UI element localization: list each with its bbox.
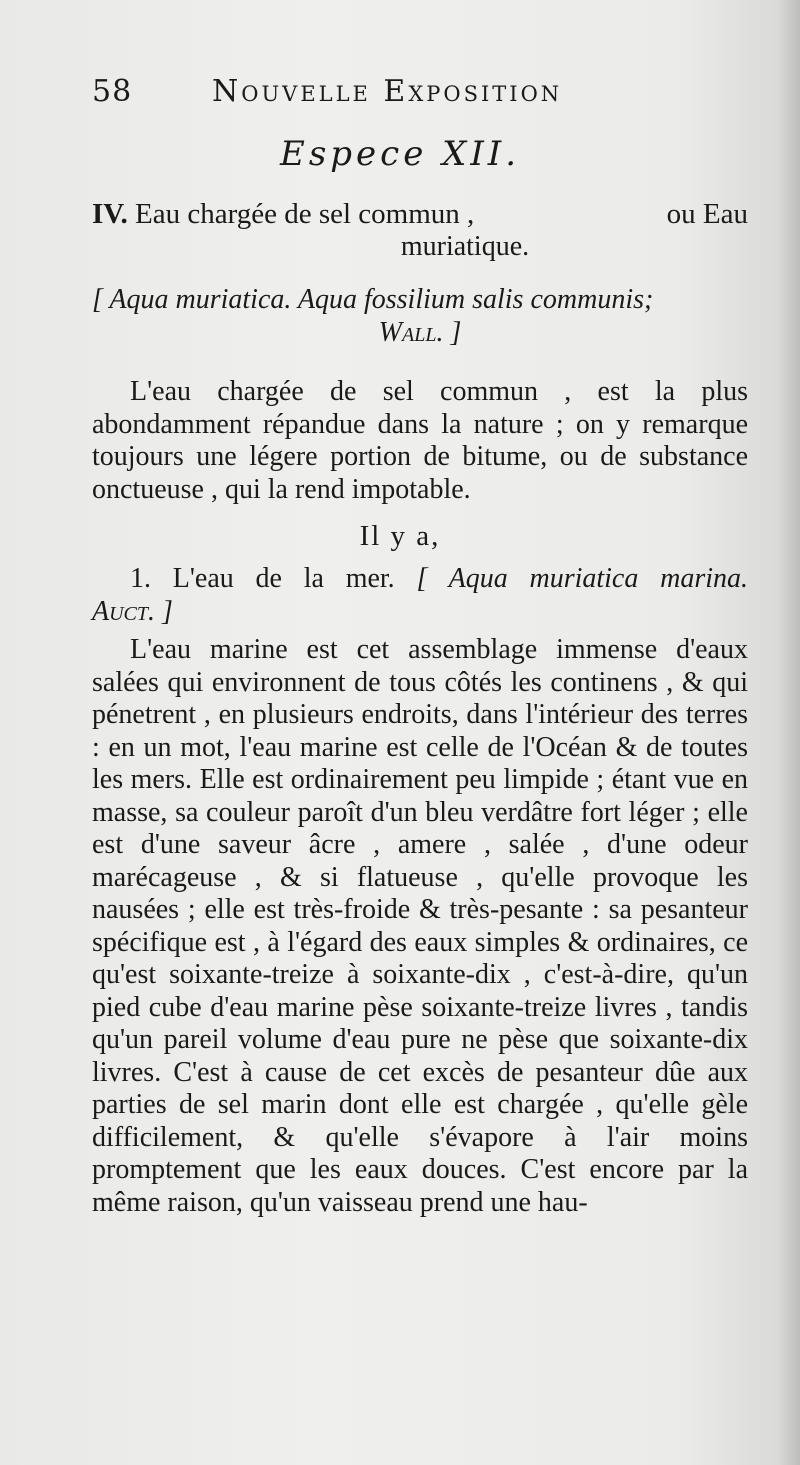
subentry-1 — [92, 563, 748, 628]
il-y-a-heading: Il y a, — [359, 520, 441, 552]
running-header — [92, 74, 652, 114]
latin-synonym — [92, 284, 748, 349]
latin-line1: [ Aqua muriatica. Aqua fossilium salis communis; — [92, 284, 654, 315]
subentry-text: L'eau de la mer. — [172, 563, 395, 594]
entry-title-part1: Eau chargée de sel commun , — [135, 198, 475, 230]
species-heading: Espece XII. — [280, 134, 520, 174]
entry-number: IV. — [92, 198, 128, 230]
page-number: 58 — [92, 74, 133, 109]
entry-title — [92, 198, 748, 263]
latin-line2: Wall. ] — [378, 316, 462, 348]
entry-title-line2: muriatique. — [400, 230, 530, 262]
entry-title-part2: ou Eau — [666, 198, 748, 230]
paragraph-2: L'eau marine est cet assemblage immense d'eaux salées qui environnent de tous côtés les continens , & qui pénetrent , en plusieurs endroits, dans l'intérieur des terres : en un mot, l'eau marine est celle de l'Océan & de toutes les mers. Elle est ordinairement peu limpide ; étant vue en masse, sa couleur paroît d'un bleu verdâtre fort léger ; elle est d'une saveur âcre , amere , salée , d'une odeur marécageuse , & si flatueuse , qu'elle provoque les nausées ; elle est très-froide & très-pesante : sa pesanteur spécifique est , à l'égard des eaux simples & ordinaires, ce qu'est soixante-treize à soixante-dix , c'est-à-dire, qu'un pied cube d'eau marine pèse soixante-treize livres , tandis qu'un pareil volume d'eau pure ne pèse que soixante-dix livres. C'est à cause de cet excès de pesanteur dûe aux parties de sel marin dont elle est chargée , qu'elle gèle difficilement, & qu'elle s'évapore à l'air moins promptement que les eaux douces. C'est encore par la même raison, qu'un vaisseau prend une hau- — [92, 634, 748, 1218]
paragraph-1: L'eau chargée de sel commun , est la plus abondamment répandue dans la nature ; on y remarque toujours une légere portion de bitume, ou de substance onctueuse , qui la rend impotable. — [92, 376, 748, 505]
subentry-author: Auct. ] — [92, 595, 173, 627]
subentry-number: 1. — [130, 563, 151, 594]
running-title: Nouvelle Exposition — [212, 74, 563, 109]
page-gutter-shadow — [778, 0, 800, 1465]
subentry-latin: [ Aqua muriatica marina. — [416, 563, 749, 594]
